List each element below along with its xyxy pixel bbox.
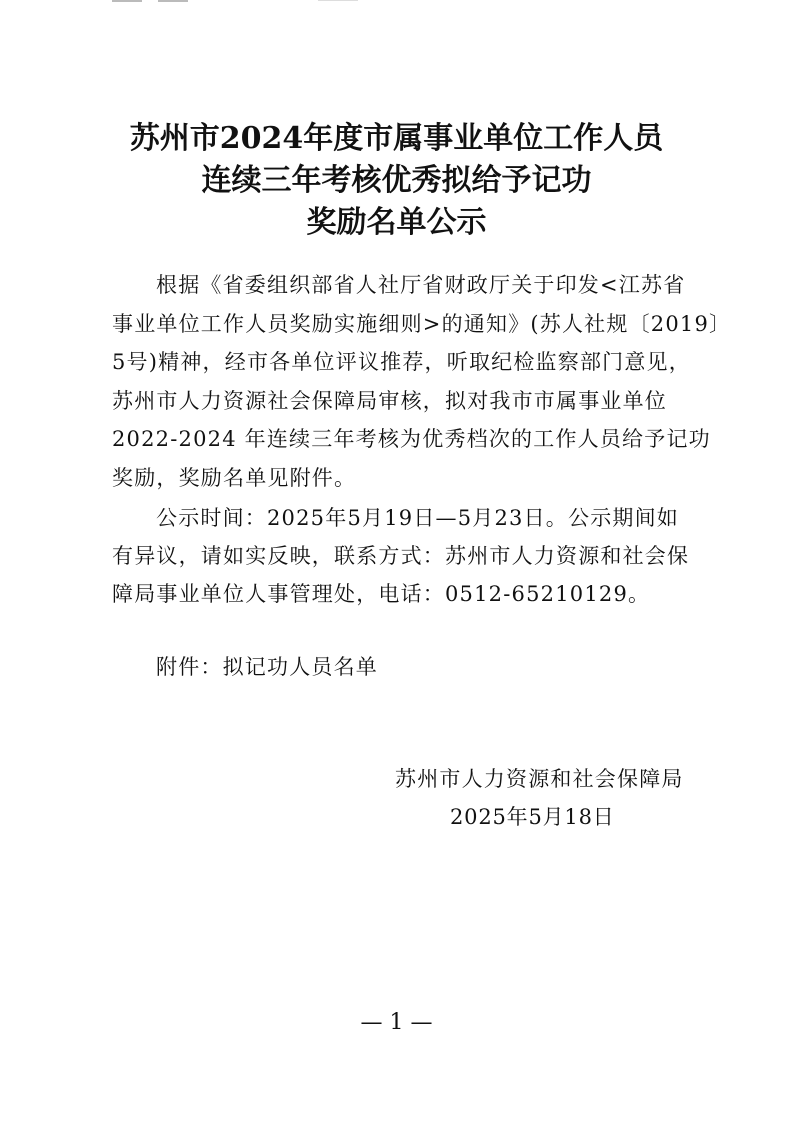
title-line: 奖励名单公示 xyxy=(306,205,487,240)
paragraph-line: 5号)精神，经市各单位评议推荐，听取纪检监察部门意见， xyxy=(112,350,691,374)
paragraph-line: 障局事业单位人事管理处，电话：0512-65210129。 xyxy=(112,582,651,606)
paragraph-line: 根据《省委组织部省人社厅省财政厅关于印发<江苏省 xyxy=(156,273,686,297)
document-title xyxy=(0,118,793,244)
title-line: 苏州市2024年度市属事业单位工作人员 xyxy=(129,121,664,156)
scan-artifact xyxy=(318,0,358,1)
page-number: — 1 — xyxy=(360,1010,433,1035)
paragraph-line: 事业单位工作人员奖励实施细则>的通知》(苏人社规〔2019〕 xyxy=(112,311,732,336)
notice-paragraph xyxy=(112,266,732,497)
scan-artifact xyxy=(158,0,188,2)
paragraph-line: 2022-2024 年连续三年考核为优秀档次的工作人员给予记功 xyxy=(112,427,711,451)
publicity-paragraph xyxy=(112,499,690,613)
scan-artifact xyxy=(112,0,142,2)
title-line: 连续三年考核优秀拟给予记功 xyxy=(201,163,592,198)
paragraph-line: 有异议，请如实反映，联系方式：苏州市人力资源和社会保 xyxy=(112,544,690,568)
paragraph-line: 公示时间：2025年5月19日—5月23日。公示期间如 xyxy=(156,506,680,530)
signature-date: 2025年5月18日 xyxy=(450,805,615,829)
paragraph-line: 奖励，奖励名单见附件。 xyxy=(112,465,357,490)
signature-organization: 苏州市人力资源和社会保障局 xyxy=(395,767,684,791)
paragraph-line: 苏州市人力资源社会保障局审核，拟对我市市属事业单位 xyxy=(112,388,667,413)
attachment-note: 附件：拟记功人员名单 xyxy=(156,655,378,679)
